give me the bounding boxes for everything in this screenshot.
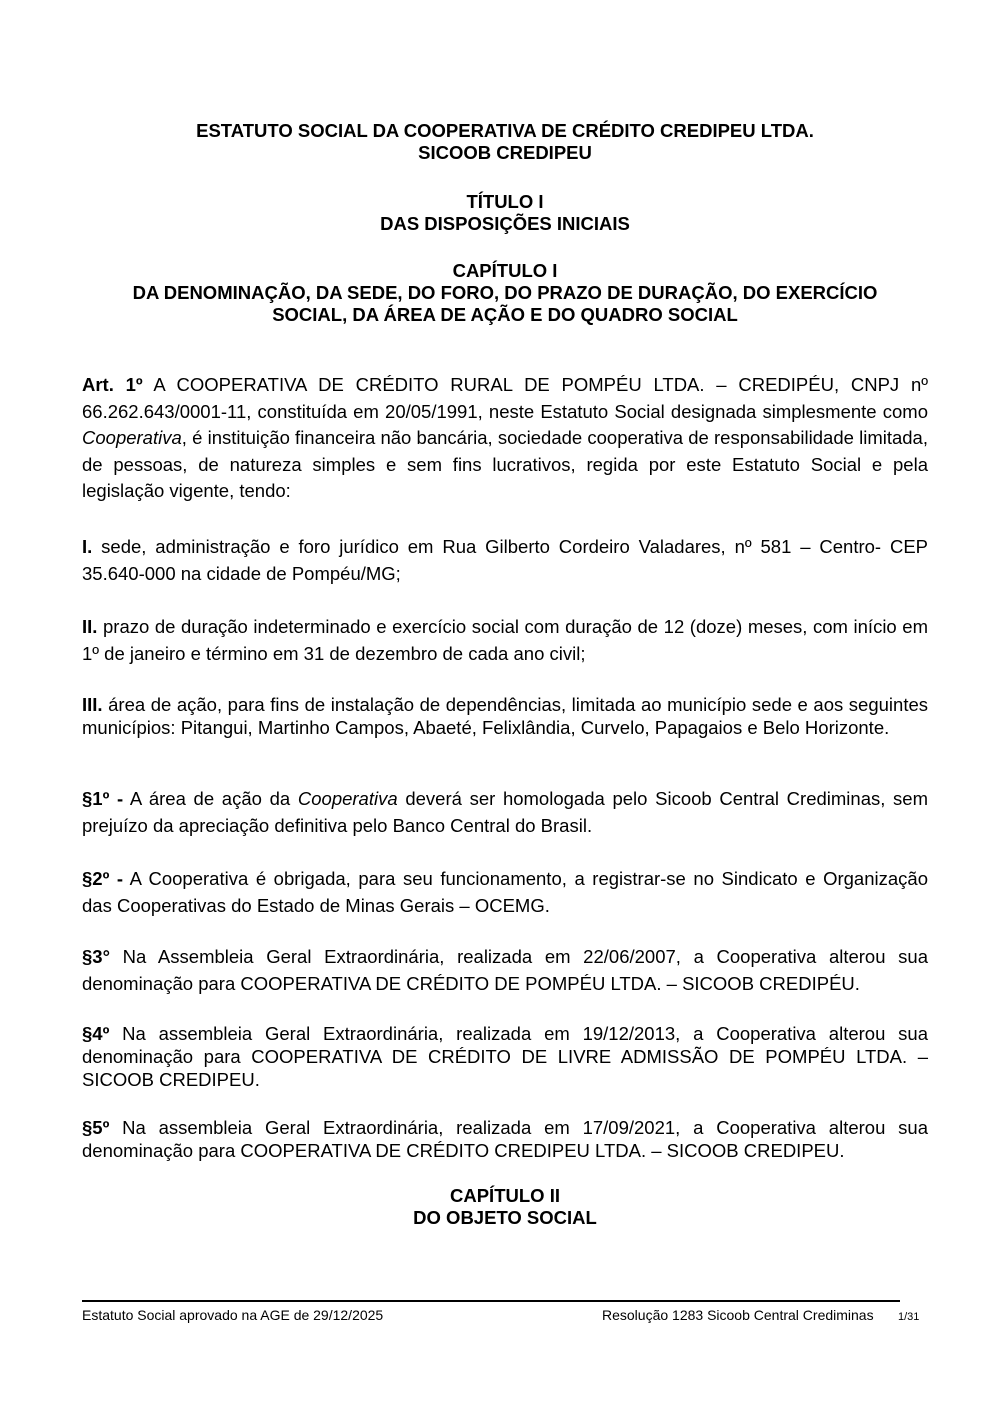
paragraph-3-text: Na Assembleia Geral Extraordinária, realizada em 22/06/2007, a Cooperativa alterou sua denominação para COOPERATIVA DE CRÉDITO DE POMPÉU LTDA. – SICOOB CREDIPÉU. [82,946,928,994]
titulo-name: DAS DISPOSIÇÕES INICIAIS [380,213,630,234]
paragraph-2-text: A Cooperativa é obrigada, para seu funcionamento, a registrar-se no Sindicato e Organização das Cooperativas do Estado de Minas Gerais – OCEMG. [82,868,928,916]
article-1-text-b: , é instituição financeira não bancária, sociedade cooperativa de responsabilidade limitada, de pessoas, de natureza simples e sem fins lucrativos, regida por este Estatuto Social e pela legislação vigente, tendo: [82,427,928,501]
chapter-2-heading [82,1185,928,1229]
item-1-label: I. [82,536,93,557]
footer-divider [82,1300,900,1302]
paragraph-5-label: §5º [82,1117,110,1138]
titulo-heading [82,191,928,235]
paragraph-1-label: §1º - [82,788,124,809]
item-1 [82,534,928,587]
item-2-label: II. [82,616,98,637]
title-line-2: SICOOB CREDIPEU [418,142,592,163]
titulo-label: TÍTULO I [466,191,544,212]
document-title [82,120,928,164]
chapter-1-heading [82,260,928,326]
paragraph-1-text-b: deverá ser homologada pelo Sicoob Central Crediminas, sem prejuízo da apreciação definitiva pelo Banco Central do Brasil. [82,788,929,836]
article-1 [82,372,928,505]
chapter-1-name-line-1: DA DENOMINAÇÃO, DA SEDE, DO FORO, DO PRAZO DE DURAÇÃO, DO EXERCÍCIO [132,282,878,303]
article-1-text-a: A COOPERATIVA DE CRÉDITO RURAL DE POMPÉU LTDA. – CREDIPÉU, CNPJ nº 66.262.643/0001-11, constituída em 20/05/1991, neste Estatuto Social designada simplesmente como [82,374,928,422]
page-number: 1/31 [898,1311,920,1323]
paragraph-4-label: §4º [82,1023,110,1044]
chapter-2-name: DO OBJETO SOCIAL [413,1207,597,1228]
chapter-1-label: CAPÍTULO I [452,260,558,281]
paragraph-4 [82,1022,928,1091]
footer-resolution-text: Resolução 1283 Sicoob Central Crediminas [602,1307,874,1323]
footer-approval-text: Estatuto Social aprovado na AGE de 29/12/2025 [82,1307,384,1323]
paragraph-5-text: Na assembleia Geral Extraordinária, realizada em 17/09/2021, a Cooperativa alterou sua denominação para COOPERATIVA DE CRÉDITO CREDIPEU LTDA. – SICOOB CREDIPEU. [82,1117,928,1161]
paragraph-1-italic: Cooperativa [297,788,398,809]
article-1-label: Art. 1º [82,374,143,395]
paragraph-2-label: §2º - [82,868,124,889]
paragraph-4-text: Na assembleia Geral Extraordinária, realizada em 19/12/2013, a Cooperativa alterou sua denominação para COOPERATIVA DE CRÉDITO DE LIVRE ADMISSÃO DE POMPÉU LTDA. – SICOOB CREDIPEU. [82,1023,928,1090]
item-3 [82,693,928,739]
chapter-1-name-line-2: SOCIAL, DA ÁREA DE AÇÃO E DO QUADRO SOCIAL [272,304,738,325]
paragraph-3-label: §3° [82,946,110,967]
item-3-label: III. [82,694,103,715]
item-2 [82,614,928,667]
paragraph-1-text-a: A área de ação da [123,788,298,809]
article-1-italic: Cooperativa [82,427,182,448]
item-3-text: área de ação, para fins de instalação de dependências, limitada ao município sede e aos seguintes municípios: Pitangui, Martinho Campos, Abaeté, Felixlândia, Curvelo, Papagaios e Belo Horizonte. [82,694,928,738]
item-2-text: prazo de duração indeterminado e exercício social com duração de 12 (doze) meses, com início em 1º de janeiro e término em 31 de dezembro de cada ano civil; [82,616,928,664]
paragraph-3 [82,944,928,997]
item-1-text: sede, administração e foro jurídico em Rua Gilberto Cordeiro Valadares, nº 581 – Centro- CEP 35.640-000 na cidade de Pompéu/MG; [82,536,928,584]
paragraph-2 [82,866,928,919]
chapter-2-label: CAPÍTULO II [450,1185,560,1206]
paragraph-1 [82,786,928,839]
title-line-1: ESTATUTO SOCIAL DA COOPERATIVA DE CRÉDITO CREDIPEU LTDA. [196,120,814,141]
paragraph-5 [82,1116,928,1162]
